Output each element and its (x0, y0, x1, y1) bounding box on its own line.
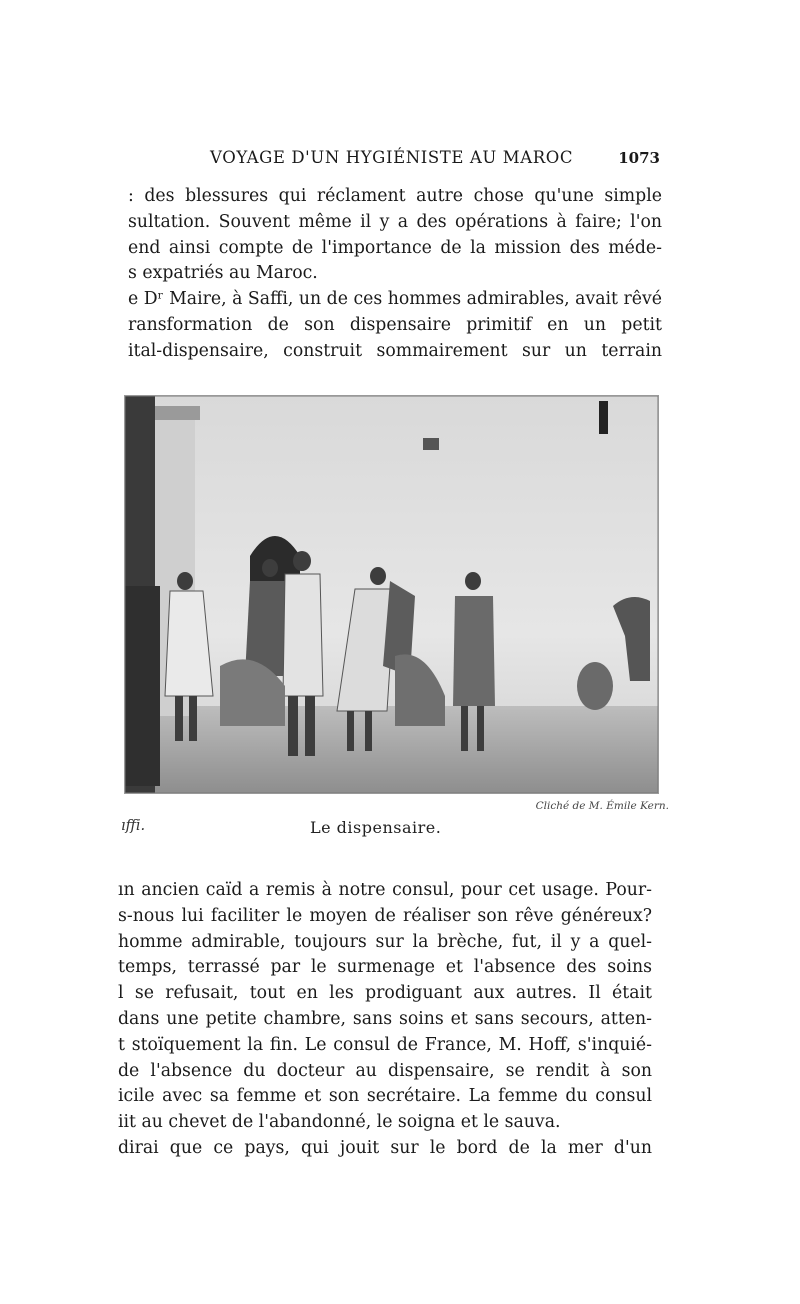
text-line: sultation. Souvent même il y a des opérations à faire; l'on (128, 211, 662, 232)
text-line: iit au chevet de l'abandonné, le soigna et le sauva. (118, 1112, 561, 1133)
text-line: ital-dispensaire, construit sommairement sur un terrain (128, 340, 662, 361)
running-title: VOYAGE D'UN HYGIÉNISTE AU MAROC (210, 148, 574, 167)
text-line: s-nous lui faciliter le moyen de réaliser son rêve généreux? (118, 905, 652, 926)
text-line: dans une petite chambre, sans soins et sans secours, atten- (118, 1008, 652, 1029)
body-text-top (128, 184, 662, 365)
page-header (128, 148, 660, 172)
text-line: temps, terrassé par le surmenage et l'absence des soins (118, 957, 652, 978)
text-line: homme admirable, toujours sur la brèche, fut, il y a quel- (118, 931, 652, 952)
text-line: l se refusait, tout en les prodiguant aux autres. Il était (118, 983, 652, 1004)
caption-fragment: ıffi. (121, 818, 146, 834)
text-line: ransformation de son dispensaire primitif en un petit (128, 314, 662, 335)
text-line: t stoïquement la fin. Le consul de France, M. Hoff, s'inquié- (118, 1034, 652, 1055)
page-number: 1073 (618, 149, 660, 167)
figure (121, 393, 669, 845)
text-line: de l'absence du docteur au dispensaire, se rendit à son (118, 1060, 652, 1081)
photo-credit: Cliché de M. Émile Kern. (535, 800, 669, 812)
text-line: e Dʳ Maire, à Saffi, un de ces hommes admirables, avait rêvé (128, 289, 662, 310)
dispensary-photo (124, 395, 659, 794)
body-text-bottom (118, 878, 652, 1162)
text-line: s expatriés au Maroc. (128, 263, 318, 284)
text-line: end ainsi compte de l'importance de la mission des méde- (128, 237, 662, 258)
text-line: dirai que ce pays, qui jouit sur le bord de la mer d'un (118, 1137, 652, 1158)
figure-caption: Le dispensaire. (310, 818, 442, 837)
text-line: : des blessures qui réclament autre chose qu'une simple (128, 186, 662, 206)
text-line: ın ancien caïd a remis à notre consul, pour cet usage. Pour- (118, 880, 652, 900)
text-line: icile avec sa femme et son secrétaire. La femme du consul (118, 1086, 652, 1107)
